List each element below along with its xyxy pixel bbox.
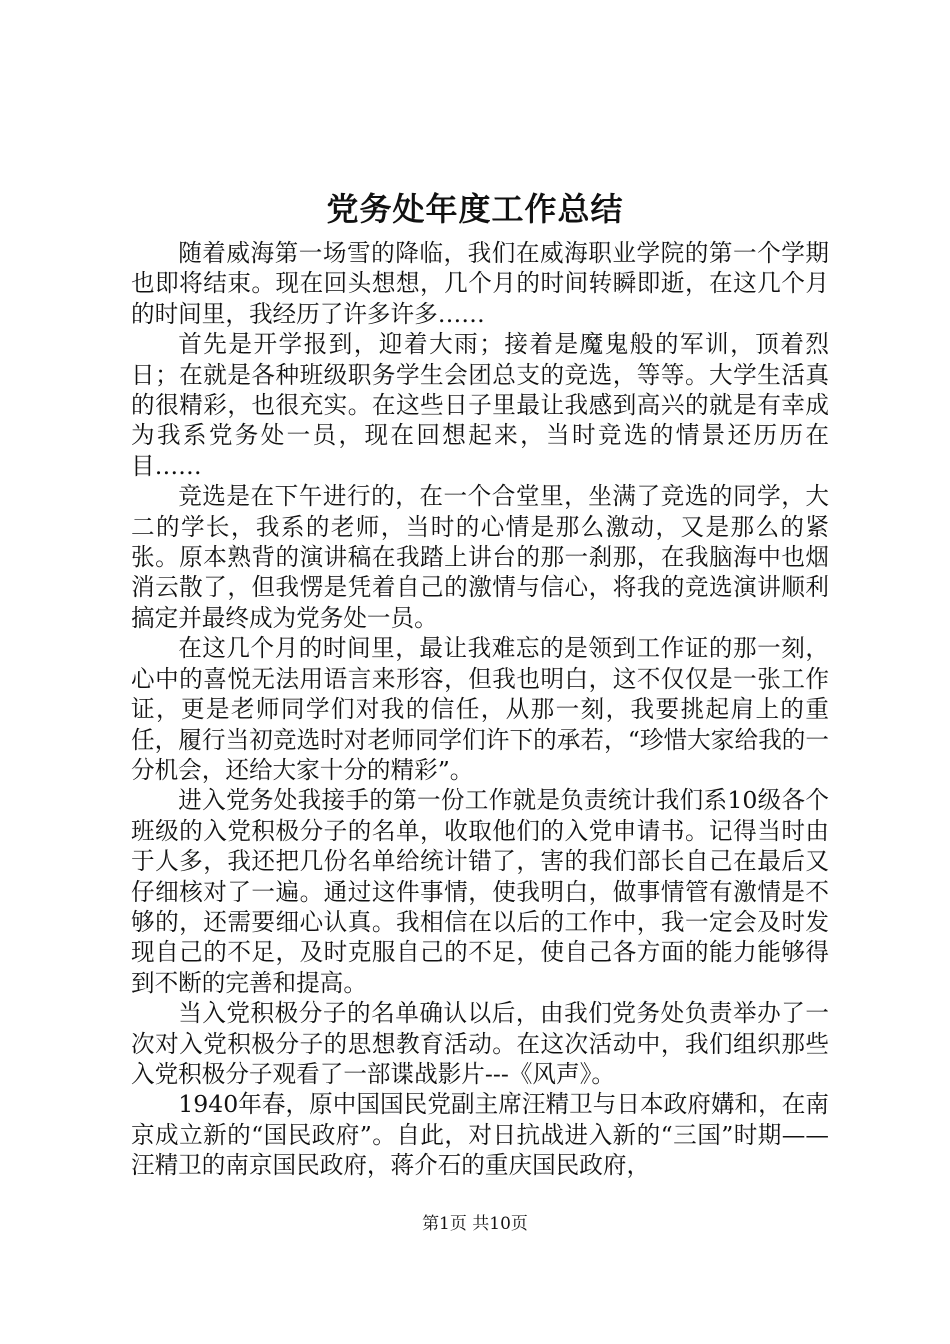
document-body bbox=[131, 238, 829, 1181]
paragraph: 1940年春，原中国国民党副主席汪精卫与日本政府媾和，在南京成立新的“国民政府”。自此，对日抗战进入新的“三国”时期——汪精卫的南京国民政府，蒋介石的重庆国民政府， bbox=[131, 1090, 829, 1180]
page-number: 第1页 共10页 bbox=[422, 1214, 528, 1234]
paragraph: 当入党积极分子的名单确认以后，由我们党务处负责举办了一次对入党积极分子的思想教育活动。在这次活动中，我们组织那些入党积极分子观看了一部谍战影片---《风声》。 bbox=[131, 999, 829, 1088]
paragraph: 竞选是在下午进行的，在一个合堂里，坐满了竞选的同学，大二的学长，我系的老师，当时的心情是那么激动，又是那么的紧张。原本熟背的演讲稿在我踏上讲台的那一刹那，在我脑海中也烟消云散了，但我愣是凭着自己的激情与信心，将我的竞选演讲顺利搞定并最终成为党务处一员。 bbox=[131, 482, 829, 632]
paragraph: 随着威海第一场雪的降临，我们在威海职业学院的第一个学期也即将结束。现在回头想想，几个月的时间转瞬即逝，在这几个月的时间里，我经历了许多许多…… bbox=[131, 239, 829, 328]
paragraph: 进入党务处我接手的第一份工作就是负责统计我们系10级各个班级的入党积极分子的名单，收取他们的入党申请书。记得当时由于人多，我还把几份名单给统计错了，害的我们部长自己在最后又仔细核对了一遍。通过这件事情，使我明白，做事情管有激情是不够的，还需要细心认真。我相信在以后的工作中，我一定会及时发现自己的不足，及时克服自己的不足，使自己各方面的能力能够得到不断的完善和提高。 bbox=[131, 786, 829, 997]
document-title: 党务处年度工作总结 bbox=[326, 190, 624, 228]
paragraph: 在这几个月的时间里，最让我难忘的是领到工作证的那一刻，心中的喜悦无法用语言来形容，但我也明白，这不仅仅是一张工作证，更是老师同学们对我的信任，从那一刻，我要挑起肩上的重任，履行当初竞选时对老师同学们许下的承若，“珍惜大家给我的一分机会，还给大家十分的精彩”。 bbox=[131, 634, 829, 784]
paragraph: 首先是开学报到，迎着大雨；接着是魔鬼般的军训，顶着烈日；在就是各种班级职务学生会团总支的竞选，等等。大学生活真的很精彩，也很充实。在这些日子里最让我感到高兴的就是有幸成为我系党务处一员，现在回想起来，当时竞选的情景还历历在目…… bbox=[131, 330, 829, 480]
